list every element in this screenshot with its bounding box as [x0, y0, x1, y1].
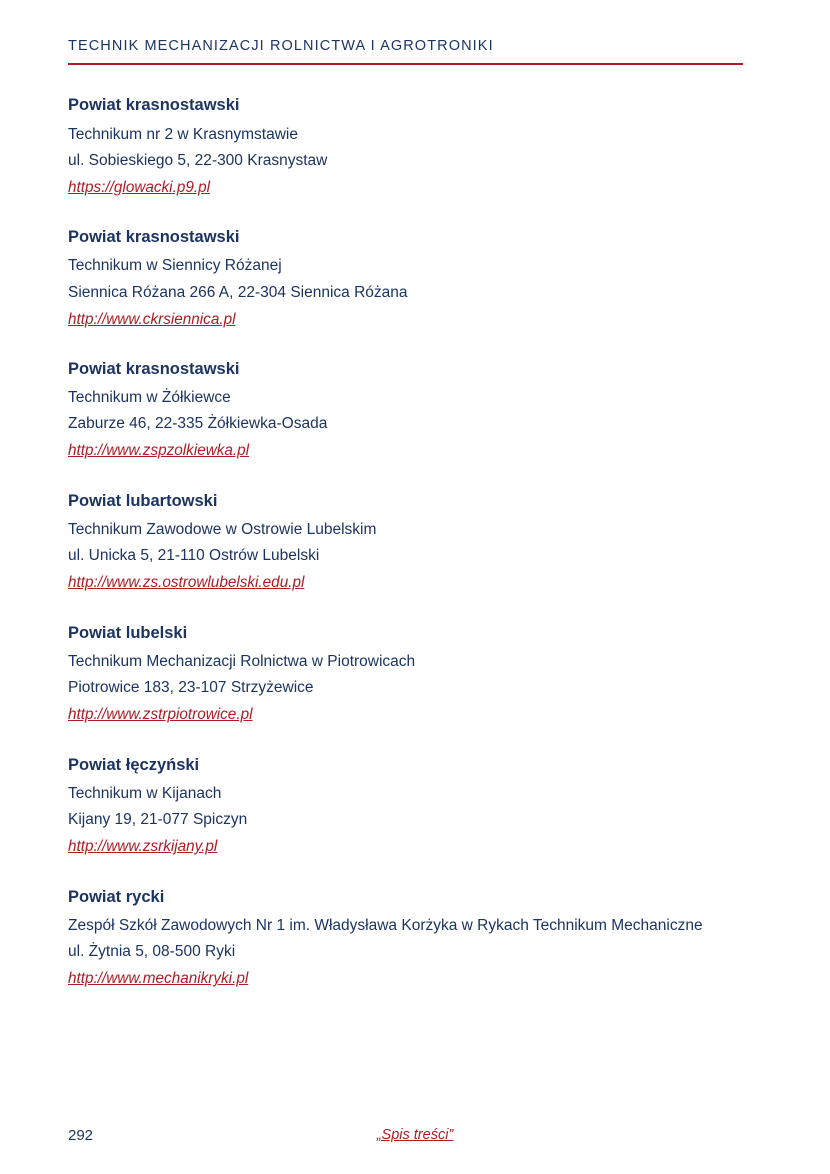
entry-school: Technikum nr 2 w Krasnymstawie — [68, 125, 298, 143]
list-item — [68, 357, 762, 465]
entry-school: Zespół Szkół Zawodowych Nr 1 im. Władysława Korżyka w Rykach Technikum Mechaniczne — [68, 917, 703, 935]
entry-address: Kijany 19, 21-077 Spiczyn — [68, 811, 248, 829]
entry-school: Technikum w Kijanach — [68, 785, 222, 803]
list-item — [68, 225, 762, 333]
entry-address: Zaburze 46, 22-335 Żółkiewka-Osada — [68, 415, 328, 433]
entry-url-link[interactable]: http://www.zspzolkiewka.pl — [68, 442, 250, 460]
entry-school: Technikum Mechanizacji Rolnictwa w Piotrowicach — [68, 653, 416, 671]
list-item — [68, 489, 762, 597]
entry-county: Powiat krasnostawski — [68, 227, 240, 246]
entry-url-link[interactable]: http://www.zstrpiotrowice.pl — [68, 706, 253, 724]
entry-url-link[interactable]: https://glowacki.p9.pl — [68, 178, 210, 196]
entry-county: Powiat łęczyński — [68, 755, 200, 774]
page-footer — [68, 1127, 762, 1144]
list-item — [68, 753, 762, 861]
entry-school: Technikum w Siennicy Różanej — [68, 257, 282, 275]
header-divider — [68, 63, 743, 65]
entry-address: Piotrowice 183, 23-107 Strzyżewice — [68, 679, 314, 697]
entry-url-link[interactable]: http://www.mechanikryki.pl — [68, 970, 249, 988]
list-item — [68, 93, 762, 201]
entry-address: ul. Żytnia 5, 08-500 Ryki — [68, 943, 236, 961]
entry-county: Powiat rycki — [68, 887, 165, 906]
table-of-contents-link[interactable]: „Spis treści” — [376, 1127, 454, 1143]
entry-school: Technikum w Żółkiewce — [68, 389, 231, 407]
entry-url-link[interactable]: http://www.zsrkijany.pl — [68, 838, 218, 856]
entry-county: Powiat krasnostawski — [68, 359, 240, 378]
entry-county: Powiat lubelski — [68, 623, 188, 642]
page-header — [68, 0, 762, 65]
entry-address: ul. Sobieskiego 5, 22-300 Krasnystaw — [68, 151, 328, 169]
school-entry-list — [68, 93, 762, 992]
entry-county: Powiat lubartowski — [68, 491, 218, 510]
list-item — [68, 885, 762, 993]
page-number: 292 — [68, 1127, 94, 1144]
page-title: TECHNIK MECHANIZACJI ROLNICTWA I AGROTRONIKI — [68, 38, 494, 54]
entry-school: Technikum Zawodowe w Ostrowie Lubelskim — [68, 521, 377, 539]
list-item — [68, 621, 762, 729]
entry-address: Siennica Różana 266 A, 22-304 Siennica Różana — [68, 283, 408, 301]
entry-url-link[interactable]: http://www.ckrsiennica.pl — [68, 310, 236, 328]
entry-address: ul. Unicka 5, 21-110 Ostrów Lubelski — [68, 547, 320, 565]
entry-county: Powiat krasnostawski — [68, 96, 240, 114]
entry-url-link[interactable]: http://www.zs.ostrowlubelski.edu.pl — [68, 574, 305, 592]
